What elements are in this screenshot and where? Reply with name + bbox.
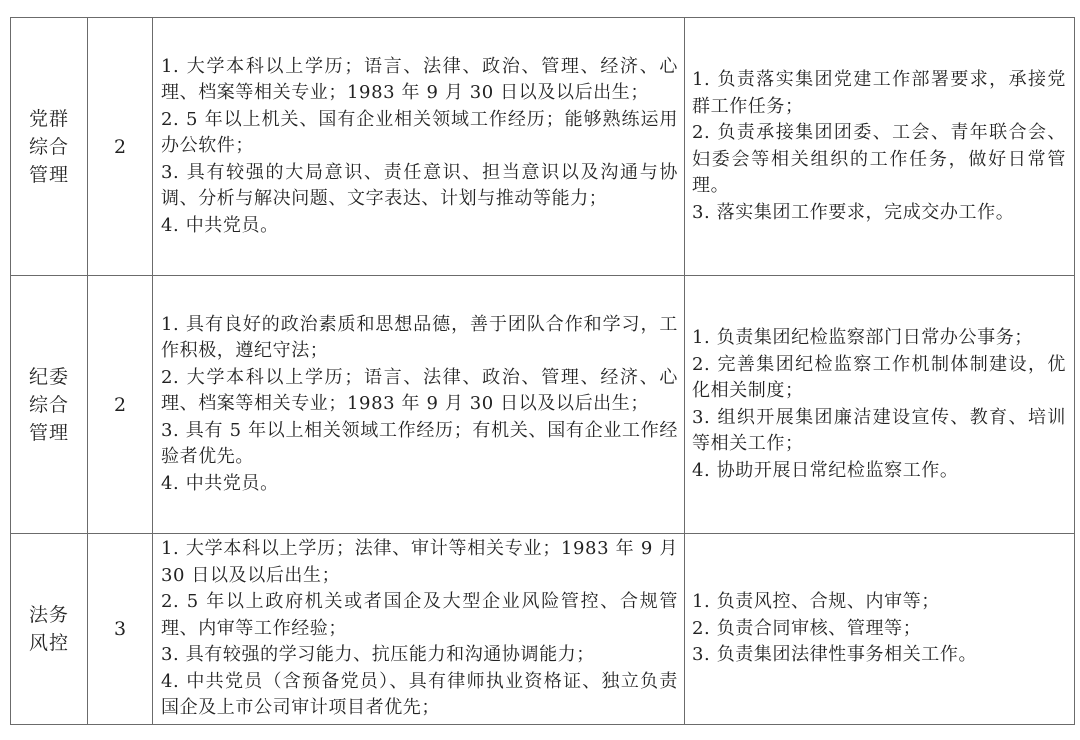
count-cell bbox=[88, 276, 153, 534]
requirements-list bbox=[153, 534, 684, 724]
duty-item: 1. 负责风控、合规、内审等； bbox=[692, 591, 940, 612]
duty-item: 3. 落实集团工作要求，完成交办工作。 bbox=[692, 201, 1015, 223]
requirement-item: 2. 大学本科以上学历；语言、法律、政治、管理、经济、心理、档案等相关专业；1983 年 9 月 30 日以及以后出生； bbox=[161, 366, 678, 415]
requirement-item: 1. 具有良好的政治素质和思想品德，善于团队合作和学习，工作积极，遵纪守法； bbox=[161, 313, 678, 362]
requirement-item: 4. 中共党员。 bbox=[161, 214, 279, 236]
duties-cell bbox=[685, 276, 1075, 534]
count-cell bbox=[88, 18, 153, 276]
count-cell bbox=[88, 534, 153, 725]
requirement-item: 3. 具有较强的学习能力、抗压能力和沟通协调能力； bbox=[161, 644, 595, 665]
requirement-item: 2. 5 年以上政府机关或者国企及大型企业风险管控、合规管理、内审等工作经验； bbox=[161, 591, 678, 639]
post-cell bbox=[11, 276, 88, 534]
duty-item: 2. 完善集团纪检监察工作机制体制建设，优化相关制度； bbox=[692, 353, 1066, 401]
headcount: 2 bbox=[113, 135, 127, 158]
headcount: 3 bbox=[113, 617, 127, 640]
requirement-item: 2. 5 年以上机关、国有企业相关领域工作经历；能够熟练运用办公软件； bbox=[161, 108, 678, 157]
post-name: 纪委综合管理 bbox=[28, 365, 69, 444]
requirements-list bbox=[153, 52, 684, 242]
duties-list bbox=[685, 587, 1074, 671]
requirements-cell bbox=[153, 276, 685, 534]
duty-item: 2. 负责承接集团团委、工会、青年联合会、妇委会等相关组织的工作任务，做好日常管理。 bbox=[692, 122, 1066, 196]
table-row bbox=[11, 276, 1075, 534]
duty-item: 1. 负责集团纪检监察部门日常办公事务； bbox=[692, 327, 1033, 348]
duty-item: 2. 负责合同审核、管理等； bbox=[692, 617, 922, 639]
requirement-item: 4. 中共党员（含预备党员）、具有律师执业资格证、独立负责国企及上市公司审计项目者优先； bbox=[161, 670, 678, 718]
requirement-item: 3. 具有较强的大局意识、责任意识、担当意识以及沟通与协调、分析与解决问题、文字表达、计划与推动等能力； bbox=[161, 161, 678, 210]
requirements-cell bbox=[153, 18, 685, 276]
table-row bbox=[11, 18, 1075, 276]
requirements-cell bbox=[153, 534, 685, 725]
requirement-item: 4. 中共党员。 bbox=[161, 472, 279, 494]
post-name: 党群综合管理 bbox=[28, 107, 69, 186]
duties-list bbox=[685, 323, 1074, 486]
post-name: 法务风控 bbox=[28, 603, 69, 654]
requirement-item: 1. 大学本科以上学历；语言、法律、政治、管理、经济、心理、档案等相关专业；1983 年 9 月 30 日以及以后出生； bbox=[161, 55, 678, 104]
duty-item: 4. 协助开展日常纪检监察工作。 bbox=[692, 459, 959, 481]
requirement-item: 3. 具有 5 年以上相关领域工作经历；有机关、国有企业工作经验者优先。 bbox=[161, 419, 678, 468]
job-table bbox=[10, 17, 1075, 725]
requirements-list bbox=[153, 310, 684, 500]
post-cell bbox=[11, 534, 88, 725]
duties-cell bbox=[685, 18, 1075, 276]
requirement-item: 1. 大学本科以上学历；法律、审计等相关专业；1983 年 9 月 30 日以及以后出生； bbox=[161, 538, 678, 586]
duty-item: 1. 负责落实集团党建工作部署要求，承接党群工作任务； bbox=[692, 69, 1066, 117]
table-row bbox=[11, 534, 1075, 725]
duty-item: 3. 负责集团法律性事务相关工作。 bbox=[692, 644, 978, 665]
duties-list bbox=[685, 65, 1074, 228]
headcount: 2 bbox=[113, 393, 127, 416]
duty-item: 3. 组织开展集团廉洁建设宣传、教育、培训等相关工作； bbox=[692, 406, 1066, 454]
duties-cell bbox=[685, 534, 1075, 725]
post-cell bbox=[11, 18, 88, 276]
